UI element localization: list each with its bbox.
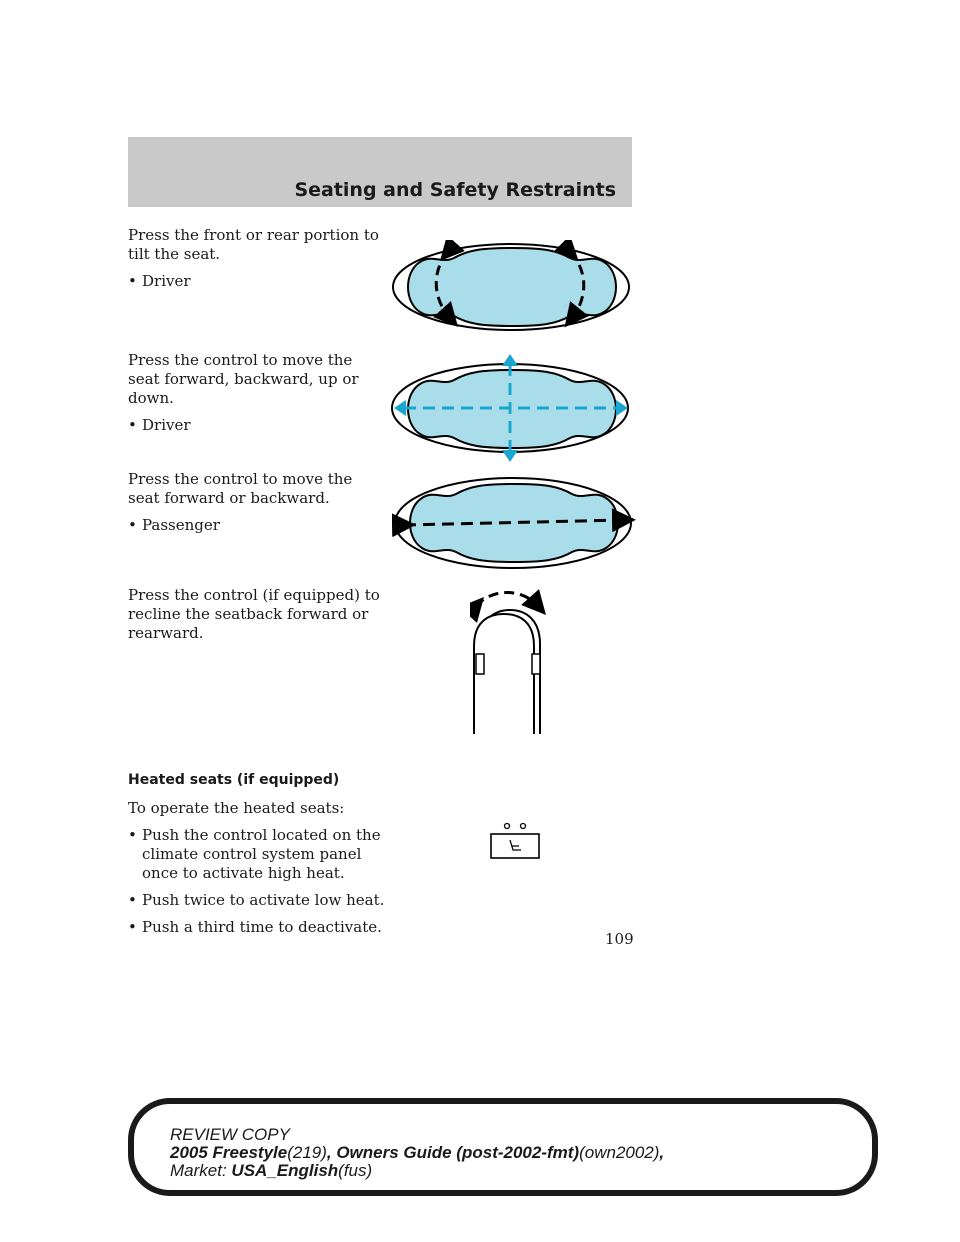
move-instruction: Press the control to move the seat forward, backward, up or down. — [128, 351, 359, 407]
passenger-slide-diagram — [392, 474, 636, 572]
heated-bullet-low: • Push twice to activate low heat. — [128, 891, 388, 910]
section-header-band — [128, 137, 632, 207]
tilt-instruction: Press the front or rear portion to tilt the seat. — [128, 226, 379, 263]
tilt-bullet-driver: • Driver — [128, 272, 388, 291]
recline-section — [128, 586, 388, 651]
section-title: Seating and Safety Restraints — [294, 179, 616, 201]
heated-bullet-high: • Push the control located on the climate control system panel once to activate high heat. — [128, 826, 388, 883]
heated-heading: Heated seats (if equipped) — [128, 772, 340, 788]
tilt-section — [128, 226, 388, 299]
review-copy-banner — [128, 1098, 878, 1196]
page-number: 109 — [605, 930, 634, 948]
recline-instruction: Press the control (if equipped) to recline the seatback forward or rearward. — [128, 586, 380, 642]
heated-bullet-off: • Push a third time to deactivate. — [128, 918, 388, 937]
move-section — [128, 351, 388, 443]
move-control-diagram — [390, 354, 640, 464]
heated-intro: To operate the heated seats: — [128, 799, 345, 817]
model-line: 2005 Freestyle(219), Owners Guide (post-2002-fmt)(own2002), — [170, 1143, 665, 1162]
slide-section — [128, 470, 388, 543]
market-line: Market: USA_English(fus) — [170, 1161, 373, 1180]
heated-section — [128, 771, 388, 945]
heated-seat-icon — [488, 820, 542, 862]
recline-control-diagram — [470, 586, 560, 738]
slide-instruction: Press the control to move the seat forward or backward. — [128, 470, 353, 507]
review-copy-line: REVIEW COPY — [170, 1125, 290, 1144]
slide-bullet-passenger: • Passenger — [128, 516, 388, 535]
tilt-control-diagram — [390, 240, 632, 334]
move-bullet-driver: • Driver — [128, 416, 388, 435]
